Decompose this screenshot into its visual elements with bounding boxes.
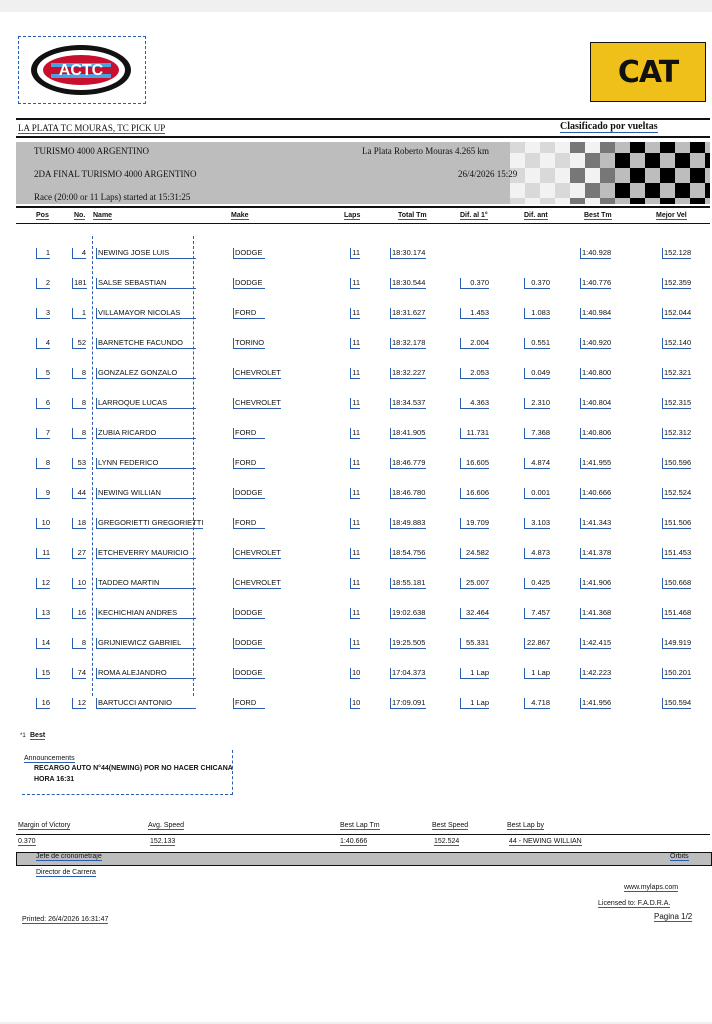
cell-dif1: 1 Lap (460, 698, 489, 709)
actc-logo-graphic (29, 43, 133, 97)
cell-laps: 10 (352, 698, 361, 707)
table-row (0, 578, 712, 598)
summary-rule (16, 834, 710, 835)
cell-no: 8 (72, 368, 86, 379)
cell-best: 1:40.920 (582, 338, 612, 347)
cell-best: 1:41.955 (582, 458, 612, 467)
cell-difant: 4.718 (524, 698, 550, 709)
best-label: Best (30, 732, 46, 739)
cell-vel: 152.140 (664, 338, 692, 347)
title-top-rule (16, 118, 710, 120)
cell-best: 1:41.368 (582, 608, 612, 617)
cell-best: 1:41.906 (582, 578, 612, 587)
cell-dif1: 16.605 (460, 458, 489, 469)
cell-total: 17:09.091 (392, 698, 426, 707)
announcement-line-2: HORA 16:31 (34, 776, 75, 783)
cell-best: 1:40.666 (582, 488, 612, 497)
session-date: 26/4/2026 15:29 (458, 169, 518, 179)
cell-dif1: 2.004 (460, 338, 489, 349)
cell-total: 18:30.174 (392, 248, 426, 257)
cell-make: FORD (233, 458, 265, 469)
table-row (0, 518, 712, 538)
cell-dif1: 55.331 (460, 638, 489, 649)
cell-make: FORD (233, 698, 265, 709)
cell-make: FORD (233, 308, 265, 319)
cell-dif1: 1.453 (460, 308, 489, 319)
cell-no: 10 (72, 578, 86, 589)
cell-pos: 6 (36, 398, 50, 409)
licensed-to: Licensed to: F.A.D.R.A. (598, 900, 671, 907)
cell-best: 1:40.800 (582, 368, 612, 377)
cell-name: ZUBIA RICARDO (96, 428, 196, 439)
announcement-line-1: RECARGO AUTO N°44(NEWING) POR NO HACER CHICANA (34, 765, 233, 772)
cell-no: 16 (72, 608, 86, 619)
cell-vel: 152.312 (664, 428, 692, 437)
cell-difant: 1 Lap (524, 668, 550, 679)
cell-pos: 14 (36, 638, 50, 649)
table-row (0, 308, 712, 328)
cell-no: 8 (72, 428, 86, 439)
cell-difant: 0.049 (524, 368, 550, 379)
cell-no: 1 (72, 308, 86, 319)
cell-make: DODGE (233, 488, 265, 499)
svg-text:ACTC: ACTC (58, 62, 104, 79)
cell-laps: 11 (350, 458, 360, 469)
cell-vel: 151.453 (664, 548, 692, 557)
cell-pos: 7 (36, 428, 50, 439)
cell-name: GRIJNIEWICZ GABRIEL (96, 638, 196, 649)
table-row (0, 488, 712, 508)
cell-best: 1:41.378 (582, 548, 612, 557)
cell-total: 17:04.373 (392, 668, 426, 677)
cell-difant: 3.103 (524, 518, 550, 529)
cell-pos: 9 (36, 488, 50, 499)
cat-logo (590, 42, 706, 102)
col-dif-first: Dif. al 1° (460, 212, 488, 219)
cell-pos: 5 (36, 368, 50, 379)
cell-difant: 1.083 (524, 308, 550, 319)
cell-no: 12 (72, 698, 86, 709)
table-row (0, 698, 712, 718)
cell-difant: 0.001 (524, 488, 550, 499)
cell-best: 1:42.223 (582, 668, 612, 677)
cell-name: ROMA ALEJANDRO (96, 668, 196, 679)
cell-laps: 11 (350, 338, 360, 349)
cell-dif1: 2.053 (460, 368, 489, 379)
cell-make: DODGE (233, 638, 265, 649)
cell-pos: 8 (36, 458, 50, 469)
cell-dif1: 25.007 (460, 578, 489, 589)
cell-name: GONZALEZ GONZALO (96, 368, 196, 379)
signature-bar (16, 852, 712, 866)
cell-pos: 4 (36, 338, 50, 349)
cell-best: 1:40.776 (582, 278, 612, 287)
cell-name: BARNETCHE FACUNDO (96, 338, 196, 349)
cell-dif1: 32.464 (460, 608, 489, 619)
cell-name: NEWING JOSE LUIS (96, 248, 196, 259)
col-pos: Pos (36, 212, 49, 219)
best-lap-value: 1:40.666 (340, 838, 368, 845)
cell-laps: 10 (352, 668, 361, 677)
cell-pos: 10 (36, 518, 50, 529)
cell-name: SALSE SEBASTIAN (96, 278, 196, 289)
cell-pos: 15 (36, 668, 50, 679)
col-make: Make (231, 212, 249, 219)
report-type: Clasificado por vueltas (560, 121, 658, 132)
cell-dif1: 24.582 (460, 548, 489, 559)
cell-best: 1:40.984 (582, 308, 612, 317)
band-bottom-rule (16, 206, 710, 208)
cell-total: 18:32.178 (392, 338, 426, 347)
cell-laps: 11 (350, 248, 360, 259)
page-number: Pagina 1/2 (654, 912, 693, 921)
title-bottom-rule (16, 136, 710, 138)
chief-timekeeper: Jefe de cronometraje (36, 853, 102, 860)
cell-make: DODGE (233, 668, 265, 679)
results-page (0, 12, 712, 1022)
cell-total: 19:25.505 (392, 638, 426, 647)
cell-total: 18:41.905 (392, 428, 426, 437)
cell-dif1: 11.731 (460, 428, 489, 439)
col-laps: Laps (344, 212, 361, 219)
cell-difant: 7.368 (524, 428, 550, 439)
cell-vel: 152.359 (664, 278, 692, 287)
cell-difant: 7.457 (524, 608, 550, 619)
cell-best: 1:40.806 (582, 428, 612, 437)
note-marker: *1 (20, 733, 26, 739)
col-total: Total Tm (398, 212, 427, 219)
cell-total: 18:49.883 (392, 518, 426, 527)
margin-value: 0.370 (18, 838, 36, 845)
cell-best: 1:40.928 (582, 248, 612, 257)
cell-total: 18:46.780 (392, 488, 426, 497)
table-row (0, 398, 712, 418)
cell-laps: 11 (350, 398, 360, 409)
cell-make: CHEVROLET (235, 578, 281, 587)
cell-vel: 150.594 (664, 698, 692, 707)
table-row (0, 248, 712, 268)
cell-difant: 4.873 (524, 548, 550, 559)
cell-laps: 11 (350, 308, 360, 319)
cell-no: 74 (72, 668, 86, 679)
cell-pos: 3 (36, 308, 50, 319)
cell-pos: 2 (36, 278, 50, 289)
cell-make: FORD (233, 518, 265, 529)
cell-laps: 11 (350, 488, 360, 499)
cell-total: 18:31.627 (392, 308, 426, 317)
cell-no: 52 (72, 338, 86, 349)
announcements-label: Announcements (24, 755, 75, 762)
cell-vel: 151.468 (664, 608, 692, 617)
cell-difant: 4.874 (524, 458, 550, 469)
cell-make: DODGE (233, 248, 265, 259)
cell-name: NEWING WILLIAN (96, 488, 196, 499)
table-row (0, 638, 712, 658)
cell-make: DODGE (233, 608, 265, 619)
cell-vel: 151.506 (664, 518, 692, 527)
table-row (0, 668, 712, 688)
cell-laps: 11 (350, 608, 360, 619)
cell-pos: 12 (36, 578, 50, 589)
cell-difant: 0.370 (524, 278, 550, 289)
margin-label: Margin of Victory (18, 822, 71, 829)
cell-laps: 11 (350, 638, 360, 649)
cell-dif1: 4.363 (460, 398, 489, 409)
cell-name: LARROQUE LUCAS (96, 398, 196, 409)
col-no: No. (74, 212, 86, 219)
cell-laps: 11 (350, 368, 360, 379)
cell-vel: 150.201 (664, 668, 692, 677)
cell-no: 8 (72, 398, 86, 409)
best-lap-by-value: 44 - NEWING WILLIAN (509, 838, 582, 845)
best-speed-value: 152.524 (434, 838, 460, 845)
cell-total: 19:02.638 (392, 608, 426, 617)
printed-date: Printed: 26/4/2026 16:31:47 (22, 916, 109, 923)
cell-vel: 152.321 (664, 368, 692, 377)
cell-best: 1:42.415 (582, 638, 612, 647)
cell-dif1: 0.370 (460, 278, 489, 289)
cell-best: 1:40.804 (582, 398, 612, 407)
cell-make: FORD (233, 428, 265, 439)
cell-no: 8 (72, 638, 86, 649)
cell-total: 18:34.537 (392, 398, 426, 407)
cell-name: LYNN FEDERICO (96, 458, 196, 469)
cell-best: 1:41.343 (582, 518, 612, 527)
cell-vel: 152.524 (664, 488, 692, 497)
cell-name: VILLAMAYOR NICOLAS (96, 308, 196, 319)
cell-make: CHEVROLET (235, 368, 281, 377)
website-link[interactable]: www.mylaps.com (624, 884, 679, 891)
cell-vel: 152.315 (664, 398, 692, 407)
avg-speed-label: Avg. Speed (148, 822, 185, 829)
table-row (0, 428, 712, 448)
cell-make: DODGE (233, 278, 265, 289)
race-info: Race (20:00 or 11 Laps) started at 15:31:25 (34, 192, 191, 202)
cell-make: CHEVROLET (235, 398, 281, 407)
cell-total: 18:32.227 (392, 368, 426, 377)
cell-difant: 0.425 (524, 578, 550, 589)
race-director: Director de Carrera (36, 869, 96, 876)
cell-no: 181 (74, 278, 87, 287)
col-name: Name (93, 212, 113, 219)
cell-vel: 152.044 (664, 308, 692, 317)
cell-difant: 0.551 (524, 338, 550, 349)
cell-pos: 13 (36, 608, 50, 619)
cell-vel: 152.128 (664, 248, 692, 257)
col-best-time: Best Tm (584, 212, 612, 219)
cell-pos: 11 (36, 548, 50, 559)
col-best-speed: Mejor Vel (656, 212, 687, 219)
cell-laps: 11 (350, 518, 360, 529)
cell-total: 18:30.544 (392, 278, 426, 287)
cell-vel: 150.596 (664, 458, 692, 467)
table-row (0, 278, 712, 298)
track-name: La Plata Roberto Mouras 4.265 km (362, 146, 489, 156)
best-lap-label: Best Lap Tm (340, 822, 380, 829)
cell-make: TORINO (235, 338, 265, 347)
orbits-label: Orbits (670, 853, 689, 860)
avg-speed-value: 152.133 (150, 838, 176, 845)
best-lap-by-label: Best Lap by (507, 822, 544, 829)
cell-dif1: 19.709 (460, 518, 489, 529)
cell-laps: 11 (350, 278, 360, 289)
cell-dif1: 1 Lap (460, 668, 489, 679)
cell-no: 53 (72, 458, 86, 469)
cell-name: GREGORIETTI GREGORIETTI (98, 518, 204, 527)
cell-total: 18:54.756 (392, 548, 426, 557)
cell-no: 4 (72, 248, 86, 259)
cell-pos: 16 (36, 698, 50, 709)
cell-difant: 22.867 (524, 638, 550, 649)
actc-logo (18, 36, 146, 104)
cell-difant: 2.310 (524, 398, 550, 409)
header-rule (16, 223, 710, 224)
cat-logo-text: CAT (617, 54, 679, 90)
cell-laps: 11 (350, 578, 360, 589)
cell-pos: 1 (36, 248, 50, 259)
cell-vel: 150.668 (664, 578, 692, 587)
cell-vel: 149.919 (664, 638, 692, 647)
table-row (0, 458, 712, 478)
cell-laps: 11 (350, 548, 360, 559)
cell-no: 27 (72, 548, 86, 559)
cell-make: CHEVROLET (235, 548, 281, 557)
checkered-flag (510, 142, 710, 204)
cell-name: ETCHEVERRY MAURICIO (96, 548, 196, 559)
event-title: LA PLATA TC MOURAS, TC PICK UP (18, 123, 166, 133)
cell-total: 18:55.181 (392, 578, 426, 587)
cell-total: 18:46.779 (392, 458, 426, 467)
table-row (0, 368, 712, 388)
cell-best: 1:41.956 (582, 698, 612, 707)
cell-laps: 11 (350, 428, 360, 439)
table-row (0, 608, 712, 628)
cell-name: TADDEO MARTIN (96, 578, 196, 589)
table-row (0, 548, 712, 568)
table-row (0, 338, 712, 358)
session-name: 2DA FINAL TURISMO 4000 ARGENTINO (34, 169, 197, 179)
col-dif-prev: Dif. ant (524, 212, 548, 219)
cell-name: BARTUCCI ANTONIO (96, 698, 196, 709)
best-speed-label: Best Speed (432, 822, 469, 829)
cell-dif1: 16.606 (460, 488, 489, 499)
category-name: TURISMO 4000 ARGENTINO (34, 146, 150, 156)
cell-no: 44 (72, 488, 86, 499)
cell-no: 18 (72, 518, 86, 529)
cell-name: KECHICHIAN ANDRES (96, 608, 196, 619)
